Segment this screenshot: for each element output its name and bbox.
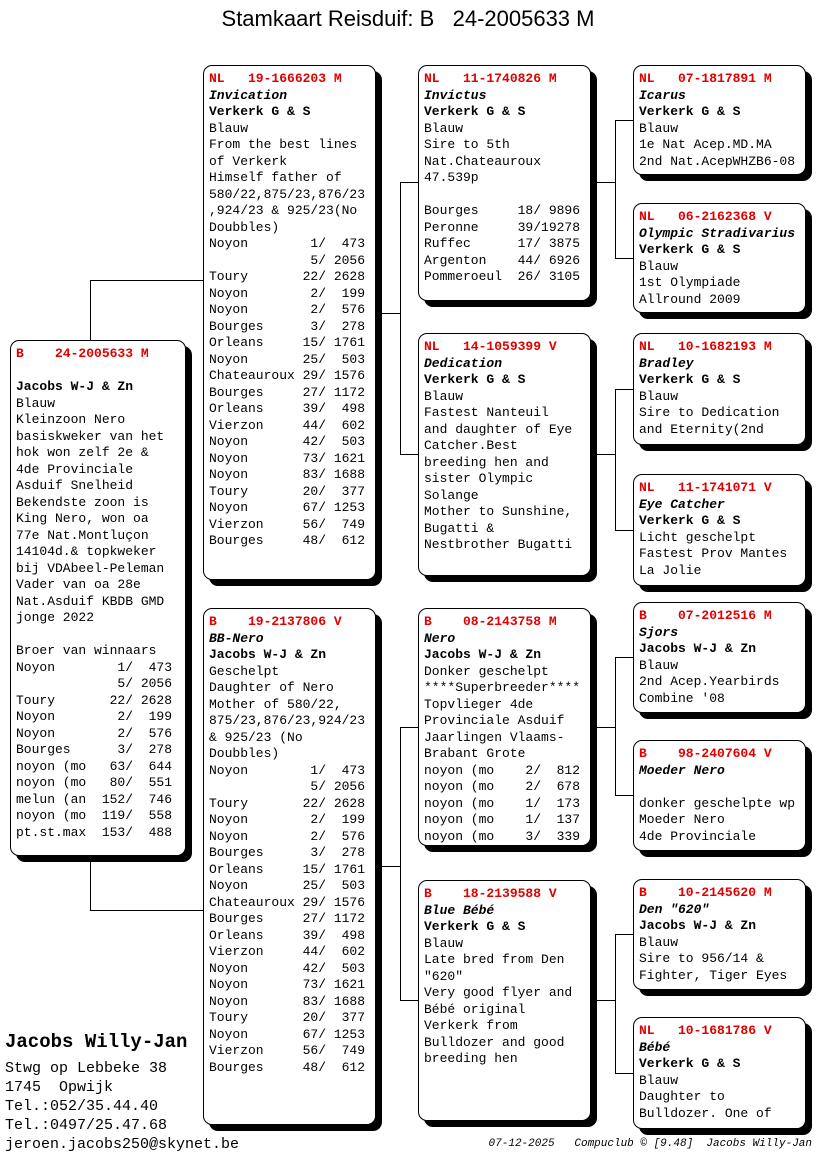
info-line: Dedication <box>424 355 503 371</box>
info-line: ,924/23 & 925/23(No <box>209 203 358 218</box>
info-line: Catcher.Best <box>424 438 518 453</box>
result-line: Noyon 73/ 1621 <box>209 450 366 466</box>
ring-header: NL 06-2162368 V <box>639 209 772 224</box>
result-line: Noyon 42/ 503 <box>209 960 366 976</box>
result-line: Noyon 25/ 503 <box>209 878 366 893</box>
result-line: Peronne 39/19278 <box>424 219 581 235</box>
connector-line <box>90 280 204 281</box>
result-line: Orleans 15/ 1761 <box>209 335 366 350</box>
box-body <box>639 226 800 309</box>
info-line: Blauw <box>639 1072 679 1088</box>
info-line: Broer van winnaars <box>16 643 157 658</box>
pedigree-box-great-granddam-1 <box>633 203 806 313</box>
info-line: 47.539p <box>424 170 479 185</box>
info-line: Kleinzoon Nero <box>16 412 126 427</box>
info-line: Mother to Sunshine, <box>424 504 573 519</box>
info-line: Licht geschelpt <box>639 529 757 545</box>
box-body <box>16 363 180 842</box>
info-line: Invictus <box>424 87 487 103</box>
box-body <box>639 497 800 580</box>
info-line: From the best lines <box>209 137 358 152</box>
connector-line <box>615 120 634 121</box>
info-line: La Jolie <box>639 562 702 578</box>
result-line: Toury 22/ 2628 <box>209 269 366 284</box>
info-line: 1e Nat Acep.MD.MA <box>639 137 772 152</box>
connector-line <box>615 934 616 1074</box>
result-line: Toury 22/ 2628 <box>16 692 173 708</box>
owner-name: Jacobs Willy-Jan <box>5 1031 188 1053</box>
connector-line <box>400 182 419 183</box>
connector-line <box>376 313 401 314</box>
result-line: Ruffec 17/ 3875 <box>424 236 581 251</box>
info-line: Blue Bébé <box>424 902 495 918</box>
info-line: Combine '08 <box>639 690 725 706</box>
result-line: melun (an 152/ 746 <box>16 791 173 807</box>
pedigree-box-great-grandsire-1 <box>633 65 806 175</box>
info-line: King Nero, won oa <box>16 511 149 526</box>
info-line <box>424 187 585 204</box>
result-line: Bourges 3/ 278 <box>16 742 173 757</box>
info-line: Invication <box>209 87 288 103</box>
print-info: 07-12-2025 Compuclub © [9.48] Jacobs Willy-Jan <box>488 1138 812 1150</box>
box-body <box>639 902 800 985</box>
box-body <box>639 1040 800 1123</box>
info-line <box>16 363 180 380</box>
info-line: Verkerk G & S <box>424 104 526 119</box>
info-line: breeding hen and <box>424 454 549 470</box>
connector-line <box>400 454 419 455</box>
info-line: Daughter to <box>639 1089 725 1104</box>
result-line: Vierzon 44/ 602 <box>209 417 366 433</box>
info-line: Sire to 956/14 & <box>639 951 764 966</box>
result-line: Noyon 83/ 1688 <box>209 467 366 482</box>
info-line: Fighter, Tiger Eyes <box>639 967 788 983</box>
info-line: Verkerk G & S <box>639 104 741 119</box>
ring-header: B 24-2005633 M <box>16 346 149 361</box>
result-line: Noyon 2/ 576 <box>16 725 173 741</box>
info-line: Jacobs W-J & Zn <box>639 918 757 933</box>
result-line: noyon (mo 3/ 339 <box>424 828 581 844</box>
result-line: Noyon 67/ 1253 <box>209 1026 366 1042</box>
page-title: Stamkaart Reisduif: B 24-2005633 M <box>221 6 595 31</box>
result-line: Bourges 27/ 1172 <box>209 911 366 926</box>
info-line: Verkerk G & S <box>209 104 311 119</box>
address-line: Stwg op Lebbeke 38 <box>5 1060 168 1077</box>
box-body <box>424 903 585 1068</box>
result-line: noyon (mo 1/ 137 <box>424 812 581 827</box>
box-body <box>639 763 800 846</box>
pedigree-box-dam <box>203 608 376 1125</box>
info-line: & 925/23 (No <box>209 729 303 745</box>
result-line: Noyon 83/ 1688 <box>209 993 366 1009</box>
connector-line <box>615 389 634 390</box>
ring-header: NL 10-1681786 V <box>639 1023 772 1038</box>
info-line: Jacobs W-J & Zn <box>209 647 327 662</box>
info-line: Blauw <box>639 934 679 950</box>
info-line: Blauw <box>16 395 56 411</box>
address-line: 1745 Opwijk <box>5 1079 114 1096</box>
info-line: hok won zelf 2e & <box>16 445 149 460</box>
info-line: and Eternity(2nd <box>639 421 764 437</box>
result-line: Bourges 3/ 278 <box>209 845 366 860</box>
result-line: Noyon 2/ 199 <box>209 285 366 301</box>
info-line: bij VDAbeel-Peleman <box>16 560 165 576</box>
connector-line <box>615 389 616 531</box>
pedigree-box-great-granddam-3 <box>633 740 806 851</box>
info-line: Brabant Grote <box>424 746 526 761</box>
info-line: Sjors <box>639 624 679 640</box>
connector-line <box>400 1000 419 1001</box>
ring-header: B 07-2012516 M <box>639 608 772 623</box>
info-line: Blauw <box>639 120 679 136</box>
info-line: Blauw <box>424 388 464 404</box>
pedigree-box-great-grandsire-4 <box>633 879 806 990</box>
result-line: Pommeroeul 26/ 3105 <box>424 269 581 284</box>
info-line: Asduif Snelheid <box>16 478 134 493</box>
result-line: Chateauroux 29/ 1576 <box>209 894 366 910</box>
info-line: Blauw <box>424 935 464 951</box>
connector-line <box>400 182 401 455</box>
info-line: Fastest Nanteuil <box>424 405 549 420</box>
pedigree-box-great-granddam-4 <box>633 1017 806 1129</box>
result-line: Argenton 44/ 6926 <box>424 252 581 268</box>
info-line: breeding hen <box>424 1051 518 1066</box>
result-line: Noyon 1/ 473 <box>209 236 366 251</box>
result-line: noyon (mo 63/ 644 <box>16 758 173 774</box>
info-line: Geschelpt <box>209 663 280 679</box>
result-line: Vierzon 44/ 602 <box>209 944 366 959</box>
pedigree-box-maternal-granddam <box>418 880 591 1121</box>
result-line: Bourges 18/ 9896 <box>424 203 581 218</box>
info-line: donker geschelpte wp <box>639 795 796 811</box>
info-line: Nat.Asduif KBDB GMD <box>16 593 165 609</box>
info-line: 1st Olympiade <box>639 275 741 290</box>
info-line: Bradley <box>639 355 694 371</box>
info-line: 2nd Nat.AcepWHZB6-08 <box>639 153 796 169</box>
info-line: Daughter of Nero <box>209 680 334 695</box>
info-line: Jacobs W-J & Zn <box>16 379 134 394</box>
connector-line <box>400 727 401 1001</box>
info-line: "620" <box>424 968 464 984</box>
result-line: Toury 20/ 377 <box>209 1010 366 1025</box>
info-line: Sire to Dedication <box>639 405 780 420</box>
info-line: Nero <box>424 630 456 646</box>
result-line: noyon (mo 2/ 678 <box>424 779 581 794</box>
info-line: Nat.Chateauroux <box>424 153 542 169</box>
result-line: Vierzon 56/ 749 <box>209 516 366 532</box>
address-line: Tel.:052/35.44.40 <box>5 1098 159 1115</box>
box-body <box>639 356 800 439</box>
result-line: Noyon 1/ 473 <box>16 659 173 675</box>
info-line: Jaarlingen Vlaams- <box>424 729 565 745</box>
info-line: ****Superbreeder**** <box>424 680 581 695</box>
info-line: Mother of 580/22, <box>209 696 342 712</box>
result-line: Noyon 2/ 576 <box>209 302 366 317</box>
ring-header: NL 11-1741071 V <box>639 480 772 495</box>
result-line: Noyon 2/ 199 <box>16 709 173 724</box>
result-line: Chateauroux 29/ 1576 <box>209 368 366 383</box>
box-body <box>424 88 585 286</box>
info-line: Bébé original <box>424 1001 526 1017</box>
ring-header: B 98-2407604 V <box>639 746 772 761</box>
result-line: Noyon 42/ 503 <box>209 434 366 449</box>
connector-line <box>90 856 91 911</box>
owner-address <box>5 1059 239 1154</box>
ring-header: NL 11-1740826 M <box>424 71 557 86</box>
connector-line <box>591 182 616 183</box>
box-body <box>424 631 585 846</box>
ring-header: NL 14-1059399 V <box>424 339 557 354</box>
info-line: Moeder Nero <box>639 812 725 827</box>
info-line: Bugatti & <box>424 520 495 536</box>
address-line: jeroen.jacobs250@skynet.be <box>5 1136 240 1153</box>
info-line <box>16 627 180 644</box>
result-line: Noyon 2/ 576 <box>209 828 366 844</box>
result-line: 5/ 2056 <box>209 779 366 794</box>
connector-line <box>615 120 616 259</box>
connector-line <box>591 1000 616 1001</box>
result-line: Toury 20/ 377 <box>209 483 366 499</box>
info-line: Vader van oa 28e <box>16 577 141 592</box>
connector-line <box>400 727 419 728</box>
info-line: Icarus <box>639 87 686 103</box>
pedigree-box-subject <box>10 340 186 856</box>
result-line: 5/ 2056 <box>209 252 366 268</box>
info-line: Bekendste zoon is <box>16 494 149 510</box>
result-line: noyon (mo 119/ 558 <box>16 808 173 823</box>
info-line: Verkerk G & S <box>639 513 741 528</box>
ring-header: B 10-2145620 M <box>639 885 772 900</box>
info-line: and daughter of Eye <box>424 421 573 437</box>
connector-line <box>615 530 634 531</box>
box-body <box>639 88 800 171</box>
result-line: Noyon 73/ 1621 <box>209 977 366 992</box>
address-line: Tel.:0497/25.47.68 <box>5 1117 168 1134</box>
info-line: Eye Catcher <box>639 496 725 512</box>
result-line: Bourges 48/ 612 <box>209 533 366 548</box>
result-line: Bourges 27/ 1172 <box>209 384 366 400</box>
result-line: Noyon 67/ 1253 <box>209 500 366 515</box>
ring-header: B 19-2137806 V <box>209 614 342 629</box>
box-body <box>639 625 800 708</box>
connector-line <box>90 910 204 911</box>
result-line: 5/ 2056 <box>16 676 173 691</box>
info-line: Late bred from Den <box>424 952 565 967</box>
info-line: Blauw <box>639 258 679 274</box>
info-line: 4de Provinciale <box>16 461 134 477</box>
info-line: Jacobs W-J & Zn <box>639 641 757 656</box>
connector-line <box>615 258 634 259</box>
info-line: Verkerk G & S <box>639 1056 741 1071</box>
box-body <box>209 631 370 1077</box>
connector-line <box>591 727 616 728</box>
pedigree-box-sire <box>203 65 376 580</box>
info-line: Jacobs W-J & Zn <box>424 647 542 662</box>
connector-line <box>615 657 616 796</box>
connector-line <box>615 1073 634 1074</box>
pedigree-box-paternal-grandsire <box>418 65 591 301</box>
result-line: Orleans 39/ 498 <box>209 927 366 943</box>
info-line: Verkerk G & S <box>639 372 741 387</box>
info-line: jonge 2022 <box>16 610 95 625</box>
info-line: Topvlieger 4de <box>424 696 534 712</box>
result-line: Noyon 2/ 199 <box>209 812 366 827</box>
ring-header: NL 19-1666203 M <box>209 71 342 86</box>
info-line: basiskweker van het <box>16 428 165 444</box>
info-line: Fastest Prov Mantes <box>639 546 788 561</box>
info-line: Nestbrother Bugatti <box>424 537 573 552</box>
info-line: Donker geschelpt <box>424 663 549 679</box>
info-line: Allround 2009 <box>639 291 741 307</box>
pedigree-box-maternal-grandsire <box>418 608 591 846</box>
result-line: Vierzon 56/ 749 <box>209 1043 366 1058</box>
connector-line <box>591 454 616 455</box>
info-line: Verkerk from <box>424 1018 518 1033</box>
info-line: 14104d.& topkweker <box>16 544 157 559</box>
info-line: Bébé <box>639 1039 671 1055</box>
box-body <box>424 356 585 554</box>
info-line: Den "620" <box>639 901 710 917</box>
result-line: Noyon 1/ 473 <box>209 762 366 778</box>
pedigree-box-paternal-granddam <box>418 333 591 576</box>
pedigree-box-great-grandsire-3 <box>633 602 806 713</box>
box-body <box>209 88 370 550</box>
ring-header: NL 07-1817891 M <box>639 71 772 86</box>
info-line: Olympic Stradivarius <box>639 225 796 241</box>
info-line: Provinciale Asduif <box>424 713 565 728</box>
ring-header: NL 10-1682193 M <box>639 339 772 354</box>
info-line: Blauw <box>639 657 679 673</box>
result-line: Orleans 15/ 1761 <box>209 861 366 877</box>
result-line: Bourges 48/ 612 <box>209 1059 366 1075</box>
info-line: Verkerk G & S <box>424 372 526 387</box>
pedigree-box-great-grandsire-2 <box>633 333 806 445</box>
connector-line <box>90 280 91 341</box>
info-line: of Verkerk <box>209 153 288 169</box>
info-line <box>639 779 800 796</box>
result-line: pt.st.max 153/ 488 <box>16 824 173 840</box>
info-line: Verkerk G & S <box>424 919 526 934</box>
result-line: noyon (mo 2/ 812 <box>424 762 581 778</box>
connector-line <box>376 866 401 867</box>
info-line: Verkerk G & S <box>639 242 741 257</box>
info-line: Doubbles) <box>209 746 280 761</box>
connector-line <box>615 657 634 658</box>
result-line: Noyon 25/ 503 <box>209 351 366 367</box>
result-line: noyon (mo 80/ 551 <box>16 775 173 790</box>
info-line: Very good flyer and <box>424 985 573 1000</box>
result-line: noyon (mo 1/ 173 <box>424 795 581 811</box>
info-line: Doubbles) <box>209 219 280 235</box>
info-line: 4de Provinciale <box>639 828 757 844</box>
result-line: Bourges 3/ 278 <box>209 318 366 334</box>
info-line: sister Olympic <box>424 471 534 486</box>
info-line: Sire to 5th <box>424 137 510 152</box>
ring-header: B 08-2143758 M <box>424 614 557 629</box>
info-line: 875/23,876/23,924/23 <box>209 713 366 728</box>
info-line: 580/22,875/23,876/23 <box>209 186 366 202</box>
connector-line <box>615 795 634 796</box>
info-line: Solange <box>424 487 479 503</box>
info-line: 2nd Acep.Yearbirds <box>639 674 780 689</box>
result-line: Toury 22/ 2628 <box>209 795 366 811</box>
info-line: BB-Nero <box>209 630 264 646</box>
info-line: Bulldozer and good <box>424 1034 565 1050</box>
info-line: Himself father of <box>209 170 342 185</box>
connector-line <box>615 934 634 935</box>
info-line: Blauw <box>209 120 249 136</box>
info-line: Bulldozer. One of <box>639 1105 772 1121</box>
info-line: Blauw <box>639 388 679 404</box>
info-line: Moeder Nero <box>639 762 725 778</box>
info-line: 77e Nat.Montluçon <box>16 527 149 543</box>
ring-header: B 18-2139588 V <box>424 886 557 901</box>
result-line: Orleans 39/ 498 <box>209 401 366 416</box>
info-line: Blauw <box>424 120 464 136</box>
pedigree-box-great-granddam-2 <box>633 474 806 586</box>
